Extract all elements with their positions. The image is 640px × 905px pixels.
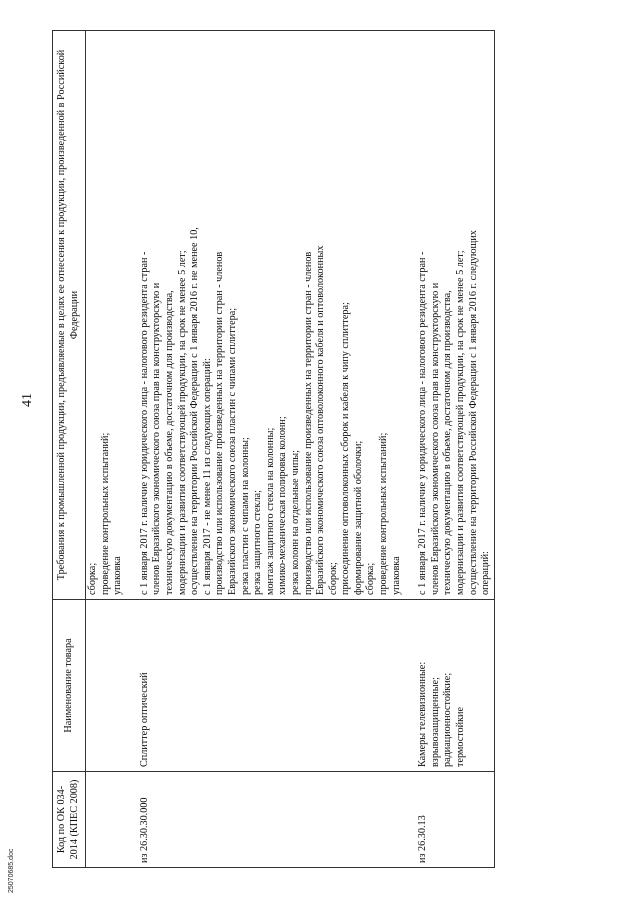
name-line: термостойкие bbox=[455, 706, 467, 767]
req-line: сборка; bbox=[87, 562, 98, 595]
req-line: сборок; bbox=[327, 562, 339, 595]
row-code: из 26.30.13 bbox=[416, 772, 494, 868]
req-line: с 1 января 2017 г. наличие у юридического лица - налогового резидента стран - bbox=[417, 251, 429, 595]
header-name: Наименование товара bbox=[53, 600, 86, 772]
req-line: Евразийского экономического союза оптоволоконного кабеля и оптоволоконных bbox=[315, 245, 327, 595]
page-number: 41 bbox=[20, 393, 35, 407]
req-line: членов Евразийского экономического союза прав на конструкторскую и bbox=[429, 282, 441, 595]
req-line: техническую документацию в объеме, достаточном для производства, bbox=[163, 290, 175, 595]
row-name: Сплиттер оптический bbox=[138, 600, 416, 772]
requirements-table bbox=[52, 30, 495, 868]
row-name bbox=[86, 600, 138, 772]
req-line: осуществление на территории Российской Федерации с 1 января 2016 г. следующих bbox=[467, 230, 479, 595]
req-line: производство или использование произведенных на территории стран - членов bbox=[302, 251, 314, 595]
req-line: операций: bbox=[480, 551, 492, 595]
req-line: с 1 января 2017 - не менее 11 из следующих операций: bbox=[201, 358, 213, 595]
row-code bbox=[86, 772, 138, 868]
table-row bbox=[138, 31, 416, 868]
req-line: членов Евразийского экономического союза прав на конструкторскую и bbox=[151, 282, 163, 595]
req-line: резка колонн на отдельные чипы; bbox=[289, 450, 301, 595]
name-line: взрывозащищенные; bbox=[429, 677, 441, 767]
rotated-table-area bbox=[52, 30, 600, 868]
row-requirements bbox=[416, 31, 494, 600]
table-row bbox=[416, 31, 494, 868]
req-line: упаковка bbox=[112, 556, 124, 595]
req-line: химико-механическая полировка колонн; bbox=[277, 416, 289, 595]
req-line: техническую документацию в объеме, достаточном для производства, bbox=[442, 290, 454, 595]
table-header-row bbox=[53, 31, 86, 868]
row-requirements bbox=[86, 31, 138, 600]
req-line: осуществление на территории Российской Федерации с 1 января 2016 г. не менее 10, bbox=[189, 227, 201, 595]
req-line: упаковка bbox=[390, 556, 402, 595]
req-line: модернизации и развития соответствующей продукции, на срок не менее 5 лет; bbox=[176, 250, 188, 595]
header-code: Код по ОК 034-2014 (КПЕС 2008) bbox=[53, 772, 86, 868]
document-id: 25070685.doc bbox=[8, 848, 15, 893]
header-requirements: Требования к промышленной продукции, предъявляемые в целях ее отнесения к продукции, произведенной в Российской Федерации bbox=[53, 31, 86, 600]
row-name bbox=[416, 600, 494, 772]
req-line: модернизации и развития соответствующей продукции, на срок не менее 5 лет; bbox=[455, 250, 467, 595]
table-row bbox=[86, 31, 138, 868]
req-line: с 1 января 2017 г. наличие у юридического лица - налогового резидента стран - bbox=[138, 251, 150, 595]
name-line: радиационностойкие; bbox=[442, 672, 454, 767]
req-line: сборка; bbox=[365, 562, 377, 595]
req-line: резка пластин с чипами на колонны; bbox=[239, 437, 251, 595]
req-line: присоединение оптоволоконных сборок и кабеля к чипу сплиттера; bbox=[340, 302, 352, 595]
req-line: проведение контрольных испытаний; bbox=[99, 432, 111, 595]
req-line: Евразийского экономического союза пластин с чипами сплиттера; bbox=[226, 307, 238, 595]
row-requirements bbox=[138, 31, 416, 600]
row-code: из 26.30.30.000 bbox=[138, 772, 416, 868]
name-line: Камеры телевизионные: bbox=[417, 661, 429, 767]
req-line: проведение контрольных испытаний; bbox=[378, 432, 390, 595]
req-line: монтаж защитного стекла на колонны; bbox=[264, 427, 276, 595]
req-line: производство или использование произведенных на территории стран - членов bbox=[214, 251, 226, 595]
req-line: формирование защитной оболочки; bbox=[352, 440, 364, 595]
req-line: резка защитного стекла; bbox=[252, 490, 264, 595]
